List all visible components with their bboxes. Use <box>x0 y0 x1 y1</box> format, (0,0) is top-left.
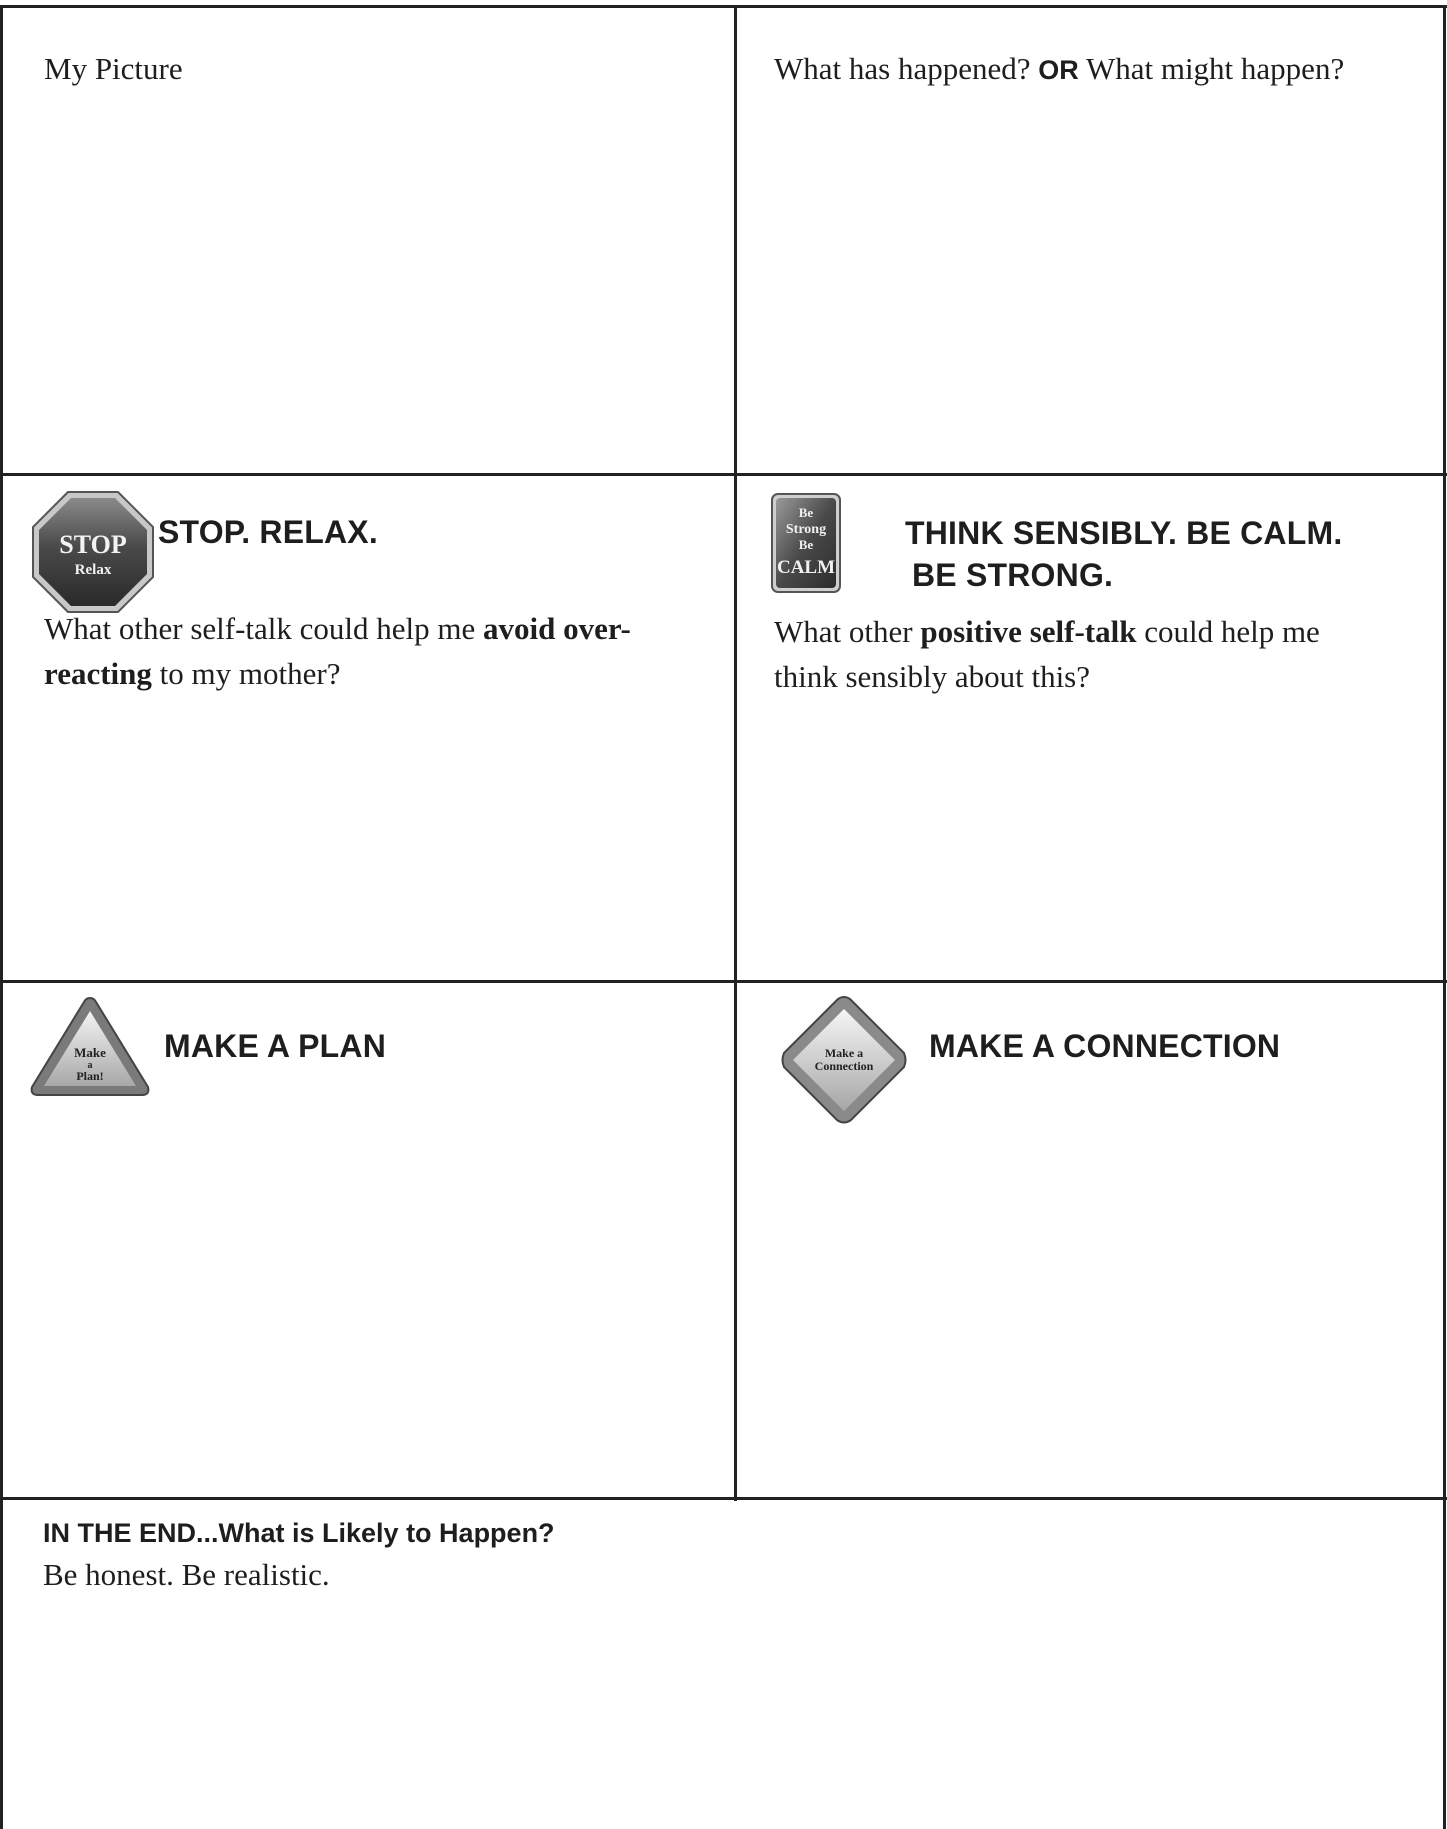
stop-icon-text: STOP <box>59 530 127 559</box>
heading-line: BE STRONG. <box>912 557 1114 593</box>
make-icon-text: Make <box>74 1045 106 1060</box>
stop-sign-icon <box>31 490 155 614</box>
plan-icon-text: Plan! <box>76 1069 104 1083</box>
make-connection-heading: MAKE A CONNECTION <box>929 1028 1281 1064</box>
heading-line: THINK SENSIBLY. BE CALM. <box>905 515 1343 551</box>
prompt-text: could help me <box>1144 614 1320 649</box>
prompt-text: think sensibly about this? <box>774 659 1091 694</box>
prompt-bold-text: reacting <box>44 656 152 691</box>
stop-relax-cell[interactable] <box>3 476 734 980</box>
prompt-text: to my mother? <box>159 656 341 691</box>
strong-icon-text: Strong <box>785 522 827 537</box>
make-plan-heading: MAKE A PLAN <box>164 1028 387 1064</box>
stop-relax-prompt <box>44 606 724 696</box>
in-the-end-prompt: Be honest. Be realistic. <box>43 1557 330 1592</box>
make-plan-cell[interactable] <box>3 983 734 1497</box>
my-picture-label: My Picture <box>44 51 183 86</box>
relax-icon-text: Relax <box>74 562 112 578</box>
be2-icon-text: Be <box>798 537 814 552</box>
think-sensibly-heading <box>905 512 1342 596</box>
stop-relax-heading: STOP. RELAX. <box>158 514 378 550</box>
prompt-text: What other <box>774 614 913 649</box>
what-happened-cell[interactable] <box>737 8 1443 473</box>
make-connection-cell[interactable] <box>737 983 1443 1497</box>
border-right <box>1443 5 1446 1829</box>
or-label: OR <box>1038 55 1079 85</box>
what-happened-prompt <box>774 46 1344 93</box>
be-strong-be-calm-icon <box>771 493 841 593</box>
my-picture-cell[interactable] <box>3 8 734 473</box>
calm-icon-text: CALM <box>776 557 836 578</box>
think-sensibly-prompt <box>774 609 1434 699</box>
think-sensibly-cell[interactable] <box>737 476 1443 980</box>
in-the-end-cell[interactable] <box>3 1500 1443 1829</box>
make-a-connection-diamond-icon <box>779 995 909 1125</box>
make-a-icon-text: Make a <box>824 1046 864 1060</box>
connection-icon-text: Connection <box>814 1059 874 1073</box>
make-a-plan-triangle-icon <box>28 995 152 1099</box>
prompt-text: What other self-talk could help me <box>44 611 476 646</box>
what-might-happen-text: What might happen? <box>1085 51 1345 86</box>
prompt-bold-text: avoid over- <box>483 611 631 646</box>
what-happened-text: What has happened? <box>774 51 1031 86</box>
in-the-end-heading: IN THE END...What is Likely to Happen? <box>43 1518 555 1548</box>
be-icon-text: Be <box>798 505 814 520</box>
a-icon-text: a <box>87 1060 93 1071</box>
prompt-bold-text: positive self-talk <box>920 614 1137 649</box>
